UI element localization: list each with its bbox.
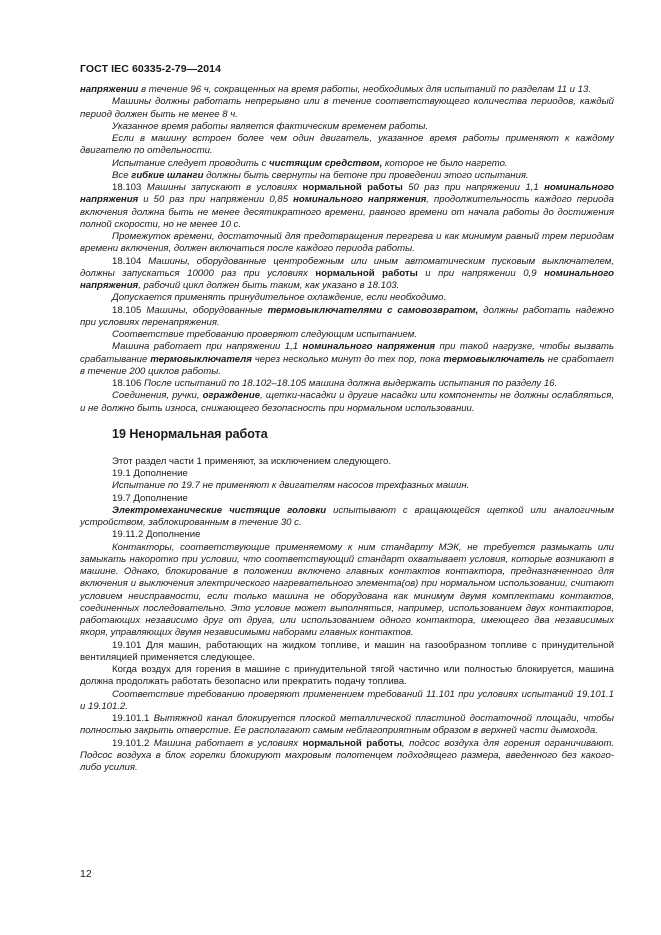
text-run: Контакторы, соответствующие применяемому к ним стандарту МЭК, не требуется размыкать или замыкать накоротко при условии, что соответствующий стандарт охватывает условия, которые возникают в машине. Однако, блокирование в положении включено главных контактов контактора, предназначенного для включения и выключения электрического нагревательного элемента(ов) при нормальном использовании, считают условием неисправности, если только машина не оборудована как минимум двумя комплектами контактов, соединенных последовательно. Это условие может выполняться, например, использованием двух контакторов, работающих независимо друг от друга, или использованием одного контактора, имеющего два независимых якоря, управляющих двумя независимыми наборами главных контактов. [80,541,614,639]
text-run: Указанное время работы является фактическим временем работы. [112,120,429,132]
text-run: Когда воздух для горения в машине с принудительной тягой частично или полностью блокируется, машина должна продолжать работать безопасно или прекратить подачу топлива. [80,664,614,688]
text-run: 19.7 Дополнение [112,492,188,504]
paragraph [80,390,614,415]
text-run: и при напряжении 0,9 [417,267,545,279]
section-18-continuation [80,84,614,415]
text-run: Соответствие требованию проверяют применением требований 11.101 при условиях испытаний 19.101.1 и 19.101.2. [80,688,614,712]
text-run: Соединения, ручки, [112,390,203,402]
text-run: ограждение [202,390,261,402]
paragraph [80,713,614,738]
paragraph [80,493,614,505]
text-run: 19.101.2 [112,737,154,749]
text-run: в течение 96 ч, сокращенных на время работы, необходимых для испытаний по разделам 11 и 13. [138,84,591,95]
text-run: напряжении [80,84,139,95]
paragraph [80,542,614,640]
paragraph [80,456,614,468]
paragraph [80,292,614,304]
text-run: Электромеханические чистящие головки [112,504,327,516]
text-run: термовыключатель [443,353,545,365]
text-run: 18.106 [112,378,145,389]
paragraph [80,84,614,96]
text-run: чистящим средством, [269,157,383,169]
text-run: Испытание следует проводить с [112,157,270,169]
text-run: нормальной работы [302,182,403,193]
text-run: нормальной работы [302,737,402,749]
text-run: и 50 раз при напряжении 0,85 [138,194,294,206]
text-run: 19.11.2 Дополнение [112,529,201,541]
paragraph [80,305,614,330]
text-run: номинального напряжения [302,341,436,353]
text-run: должны работать надежно при условиях перенапряжения. [80,304,614,328]
paragraph [80,468,614,480]
text-run: должны быть свернуты на бетоне при проведении этого испытания. [203,169,529,181]
text-run: 18.105 [112,304,147,316]
paragraph [80,182,614,231]
paragraph [80,640,614,665]
text-run: , продолжительность каждого периода включения должна быть не менее десятикратного времени, равного времени от начала работы до достижения полной скорости, но не менее 10 с. [80,194,614,230]
text-run: Если в машину встроен более чем один двигатель, указанное время работы применяют к каждому двигателю по отдельности. [80,133,614,157]
paragraph [80,121,614,133]
text-run: Этот раздел части 1 применяют, за исключением следующего. [112,455,392,467]
text-run: 18.103 [112,182,147,193]
text-run: 50 раз при напряжении 1,1 [402,182,545,193]
text-run: Допускается применять принудительное охлаждение, если необходимо. [112,292,447,304]
text-run: Промежуток времени, достаточный для предотвращения перегрева и как минимум равный трем периодам времени включения, должен включаться после каждого периода работы. [80,231,614,255]
document-header: ГОСТ IEC 60335-2-79—2014 [80,63,222,75]
text-run: Вытяжной канал блокируется плоской металлической пластиной достаточной площади, чтобы полностью закрыть отверстие. Ее располагают самым неблагоприятным образом в верхней части дымохода. [80,713,614,737]
document-body [80,84,614,774]
paragraph [80,231,614,256]
paragraph [80,738,614,775]
paragraph [80,96,614,121]
text-run: через несколько минут до тех пор, пока [251,353,444,365]
text-run: Машина работает при напряжении 1,1 [112,341,303,353]
page-number: 12 [80,868,92,880]
text-run: термовыключателями с самовозвратом, [267,304,479,316]
text-run: номинального напряжения [293,194,427,206]
text-run: которое не было нагрето. [382,157,508,169]
paragraph [80,664,614,689]
paragraph [80,158,614,170]
text-run: 19.1 Дополнение [112,468,188,479]
text-run: 18.104 [112,255,149,267]
text-run: , рабочий цикл должен быть таким, как указано в 18.103. [138,280,400,291]
text-run: Машина работает в условиях [153,737,303,749]
text-run: испытывают с вращающейся щеткой или аналогичным устройством, заблокированным в течение 30 с. [80,504,614,528]
section-19-content [80,456,614,775]
text-run: , щетки-насадки и другие насадки или компоненты не должны ослабляться, и не должно быть износа, снижающего безопасность при нормальном использовании. [80,390,614,414]
paragraph [80,378,614,390]
section-title: 19 Ненормальная работа [112,426,268,441]
text-run: номинального напряжения [80,267,614,291]
text-run: 19.101 Для машин, работающих на жидком топливе, и машин на газообразном топливе с принудительной вентиляцией применяется следующее. [80,639,614,663]
paragraph [80,480,614,492]
text-run: Машины должны работать непрерывно или в течение соответствующего количества периодов, каждый период должен быть не менее 8 ч. [80,96,614,120]
paragraph [80,133,614,158]
text-run: нормальной работы [315,267,418,279]
paragraph [80,505,614,530]
text-run: Машины, оборудованные [146,304,268,316]
paragraph [80,689,614,714]
text-run: 19.101.1 [112,713,154,724]
paragraph [80,529,614,541]
text-run: Машины запускают в условиях [146,182,303,193]
text-run: номинального напряжения [80,182,615,206]
paragraph [80,341,614,378]
text-run: Соответствие требованию проверяют следующим испытанием. [112,329,418,340]
text-run: Испытание по 19.7 не применяют к двигателям насосов трехфазных машин. [112,480,470,492]
text-run: гибкие шланги [131,169,204,181]
text-run: термовыключателя [150,353,252,365]
text-run: Все [112,169,132,181]
paragraph [80,170,614,182]
text-run: при такой нагрузке, чтобы вызвать срабатывание [80,341,614,365]
text-run: не сработает в течение 200 циклов работы. [80,353,614,377]
text-run: , подсос воздуха для горения ограничивают. Подсос воздуха в блок горелки блокируют махровым полотенцем подходящего размера, введенного без какого-либо усилия. [80,737,614,773]
paragraph [80,329,614,341]
paragraph [80,256,614,293]
text-run: После испытаний по 18.102–18.105 машина должна выдержать испытания по разделу 16. [144,378,558,389]
text-run: Машины, оборудованные центробежным или иным автоматическим пусковым выключателем, должны запускаться 10000 раз при условиях [80,255,614,279]
